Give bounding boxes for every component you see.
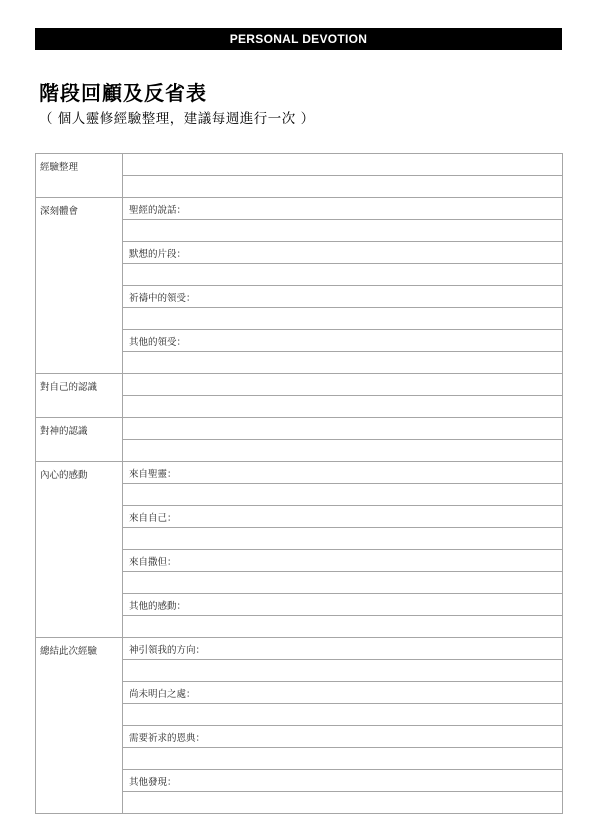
form-row bbox=[36, 638, 563, 660]
write-line[interactable] bbox=[123, 418, 563, 440]
section-label-experience: 經驗整理 bbox=[36, 154, 123, 198]
form-row bbox=[36, 418, 563, 440]
section-label-god: 對神的認識 bbox=[36, 418, 123, 462]
section-label-stirring: 內心的感動 bbox=[36, 462, 123, 638]
write-line[interactable] bbox=[123, 660, 563, 682]
write-line[interactable] bbox=[123, 748, 563, 770]
write-line[interactable] bbox=[123, 704, 563, 726]
prompt-other-findings[interactable]: 其他發現： bbox=[123, 770, 563, 792]
write-line[interactable] bbox=[123, 440, 563, 462]
form-row bbox=[36, 374, 563, 396]
form-row bbox=[36, 198, 563, 220]
prompt-holy-spirit[interactable]: 來自聖靈： bbox=[123, 462, 563, 484]
prompt-unclear[interactable]: 尚未明白之處： bbox=[123, 682, 563, 704]
write-line[interactable] bbox=[123, 176, 563, 198]
page-title: 階段回顧及反省表 bbox=[39, 81, 207, 105]
write-line[interactable] bbox=[123, 572, 563, 594]
write-line[interactable] bbox=[123, 352, 563, 374]
write-line[interactable] bbox=[123, 308, 563, 330]
section-label-insight: 深刻體會 bbox=[36, 198, 123, 374]
prompt-other-stirring[interactable]: 其他的感動： bbox=[123, 594, 563, 616]
prompt-scripture[interactable]: 聖經的說話： bbox=[123, 198, 563, 220]
prompt-self[interactable]: 來自自己： bbox=[123, 506, 563, 528]
write-line[interactable] bbox=[123, 528, 563, 550]
write-line[interactable] bbox=[123, 220, 563, 242]
write-line[interactable] bbox=[123, 396, 563, 418]
form-row bbox=[36, 462, 563, 484]
prompt-direction[interactable]: 神引領我的方向： bbox=[123, 638, 563, 660]
write-line[interactable] bbox=[123, 484, 563, 506]
write-line[interactable] bbox=[123, 616, 563, 638]
section-banner: PERSONAL DEVOTION bbox=[35, 28, 562, 50]
prompt-other-insight[interactable]: 其他的領受： bbox=[123, 330, 563, 352]
section-label-self: 對自己的認識 bbox=[36, 374, 123, 418]
prompt-prayer[interactable]: 祈禱中的領受： bbox=[123, 286, 563, 308]
write-line[interactable] bbox=[123, 264, 563, 286]
write-line[interactable] bbox=[123, 154, 563, 176]
prompt-grace[interactable]: 需要祈求的恩典： bbox=[123, 726, 563, 748]
write-line[interactable] bbox=[123, 792, 563, 814]
reflection-form bbox=[35, 153, 563, 814]
prompt-satan[interactable]: 來自撒但： bbox=[123, 550, 563, 572]
form-row bbox=[36, 154, 563, 176]
prompt-meditation[interactable]: 默想的片段： bbox=[123, 242, 563, 264]
page-subtitle: （ 個人靈修經驗整理，建議每週進行一次 ） bbox=[39, 111, 315, 127]
section-label-summary: 總結此次經驗 bbox=[36, 638, 123, 814]
write-line[interactable] bbox=[123, 374, 563, 396]
